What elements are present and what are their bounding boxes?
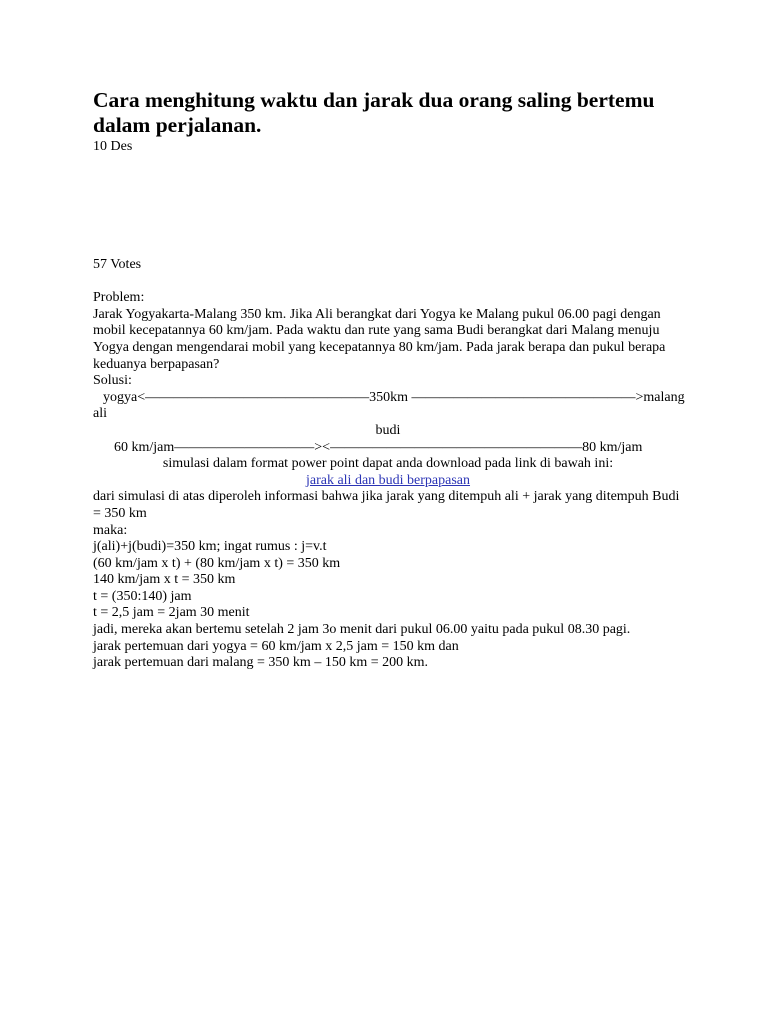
step-line: maka: bbox=[93, 522, 128, 538]
download-link-row bbox=[93, 473, 683, 490]
article bbox=[93, 88, 683, 672]
step-line: j(ali)+j(budi)=350 km; ingat rumus : j=v.t bbox=[93, 539, 327, 555]
meeting-time-text: jadi, mereka akan bertemu setelah 2 jam 3o menit dari pukul 06.00 yaitu pada pukul 08.30 pagi. bbox=[93, 622, 631, 638]
conclusion-text: dari simulasi di atas diperoleh informasi bahwa jika jarak yang ditempuh ali + jarak yang ditempuh Budi = 350 km bbox=[93, 489, 680, 521]
ali-label: ali bbox=[93, 406, 107, 422]
step-line: (60 km/jam x t) + (80 km/jam x t) = 350 km bbox=[93, 555, 341, 571]
download-link[interactable]: jarak ali dan budi berpapasan bbox=[305, 472, 471, 488]
article-title: Cara menghitung waktu dan jarak dua orang saling bertemu dalam perjalanan. bbox=[93, 88, 655, 137]
problem-text: Jarak Yogyakarta-Malang 350 km. Jika Ali berangkat dari Yogya ke Malang pukul 06.00 pagi dengan mobil kecepatannya 60 km/jam. Pada waktu dan rute yang sama Budi berangkat dari Malang menuju Yogya dengan mengendarai mobil yang kecepatannya 80 km/jam. Pada jarak berapa dan pukul berapa keduanya berpapasan? bbox=[93, 306, 666, 372]
distance-line: jarak pertemuan dari malang = 350 km – 150 km = 200 km. bbox=[93, 655, 428, 671]
budi-label: budi bbox=[375, 422, 401, 438]
speed-diagram-line: 60 km/jam——————————><——————————————————80 km/jam bbox=[114, 439, 643, 455]
vote-count: 57 Votes bbox=[93, 256, 142, 272]
step-line: t = (350:140) jam bbox=[93, 588, 192, 604]
simulation-note: simulasi dalam format power point dapat anda download pada link di bawah ini: bbox=[162, 456, 614, 472]
problem-label: Problem: bbox=[93, 290, 145, 306]
step-line: 140 km/jam x t = 350 km bbox=[93, 572, 236, 588]
route-diagram-line: yogya<————————————————350km ————————————————>malang bbox=[103, 389, 685, 405]
solution-label: Solusi: bbox=[93, 373, 132, 389]
post-date: 10 Des bbox=[93, 139, 133, 154]
step-line: t = 2,5 jam = 2jam 30 menit bbox=[93, 605, 250, 621]
distance-line: jarak pertemuan dari yogya = 60 km/jam x 2,5 jam = 150 km dan bbox=[93, 638, 459, 654]
